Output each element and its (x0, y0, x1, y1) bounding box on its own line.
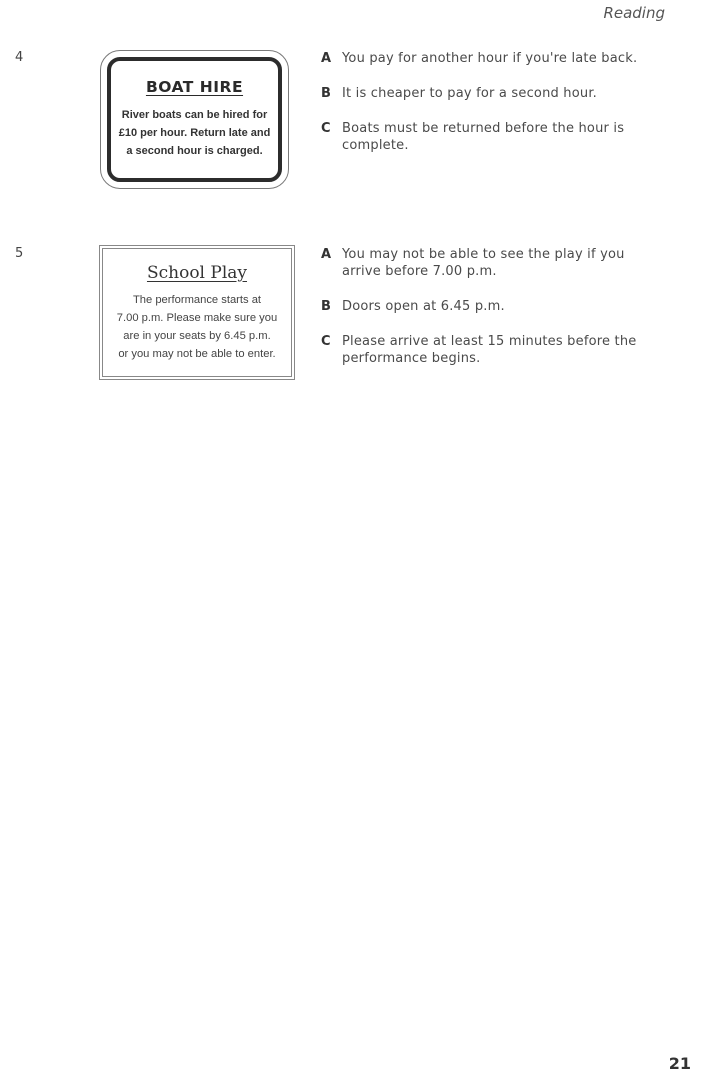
sign-line: The performance starts at (132, 294, 262, 306)
boat-hire-sign (100, 50, 289, 189)
answer-option-a[interactable] (321, 50, 661, 67)
sign-line: are in your seats by 6.45 p.m. (123, 330, 271, 342)
sign-title: BOAT HIRE (145, 78, 244, 96)
answer-options (321, 50, 661, 154)
sign-line: a second hour is charged. (126, 145, 263, 157)
school-play-sign (99, 245, 295, 380)
sign-frame (102, 248, 292, 377)
option-text: It is cheaper to pay for a second hour. (342, 86, 598, 101)
option-text: Boats must be returned before the hour is complete. (342, 121, 625, 153)
sign-line: River boats can be hired for (121, 109, 268, 121)
page-number: 21 (668, 1054, 691, 1073)
option-text: You pay for another hour if you're late back. (342, 51, 638, 66)
answer-option-c[interactable] (321, 120, 661, 154)
answer-option-a[interactable] (321, 246, 661, 280)
question-number: 4 (15, 50, 24, 65)
answer-options (321, 246, 661, 367)
option-letter: B (321, 86, 332, 101)
sign-line: 7.00 p.m. Please make sure you (116, 312, 278, 324)
option-text: Please arrive at least 15 minutes before the performance begins. (342, 334, 637, 366)
sign-frame (107, 57, 282, 182)
sign-title: School Play (146, 263, 248, 283)
sign-text (117, 106, 272, 160)
section-title: Reading (603, 4, 665, 22)
option-text: You may not be able to see the play if you arrive before 7.00 p.m. (342, 247, 625, 279)
sign-text (107, 291, 287, 363)
option-letter: A (321, 247, 332, 262)
option-text: Doors open at 6.45 p.m. (342, 299, 505, 314)
answer-option-b[interactable] (321, 85, 661, 102)
option-letter: B (321, 299, 332, 314)
question-number: 5 (15, 246, 24, 261)
answer-option-b[interactable] (321, 298, 661, 315)
sign-line: £10 per hour. Return late and (118, 127, 271, 139)
sign-line: or you may not be able to enter. (118, 348, 276, 360)
option-letter: C (321, 334, 331, 349)
option-letter: C (321, 121, 331, 136)
answer-option-c[interactable] (321, 333, 661, 367)
option-letter: A (321, 51, 332, 66)
